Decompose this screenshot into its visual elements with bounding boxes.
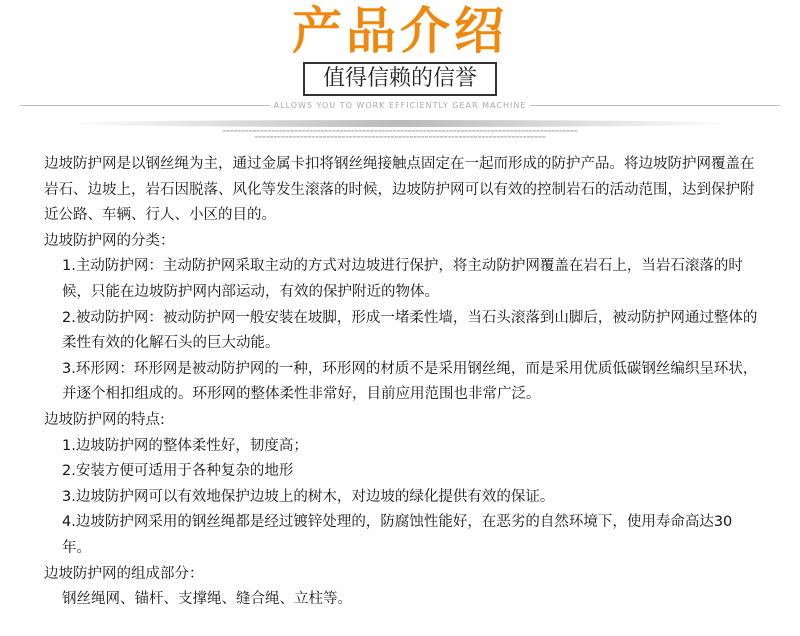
tagline: [0, 100, 800, 112]
tagline-text: ALLOWS YOU TO WORK EFFICIENTLY GEAR MACHINE: [273, 101, 527, 110]
fineprint-decoration-2: ▬▬▬▬▬▬▬▬▬▬▬▬▬▬▬▬▬▬▬▬▬▬▬▬▬▬▬▬▬▬▬▬▬▬▬▬▬▬▬▬▬▬▬▬▬▬▬▬▬▬▬▬▬▬▬▬▬▬▬▬▬▬▬▬▬▬▬▬▬▬▬▬▬▬▬▬▬: [254, 134, 546, 139]
classification-item-1: 1.主动防护网：主动防护网采取主动的方式对边坡进行保护，将主动防护网覆盖在岩石上，当岩石滚落的时候，只能在边坡防护网内部运动，有效的保护附近的物体。: [62, 258, 743, 300]
subtitle-box: 值得信赖的信誉: [303, 62, 497, 96]
feature-item-1: 1.边坡防护网的整体柔性好，韧度高；: [62, 437, 308, 454]
classification-item-2: 2.被动防护网：被动防护网一般安装在坡脚，形成一堵柔性墙，当石头滚落到山脚后，被动防护网通过整体的柔性有效的化解石头的巨大动能。: [62, 309, 758, 352]
intro-paragraph: 边坡防护网是以钢丝绳为主，通过金属卡扣将钢丝绳接触点固定在一起而形成的防护产品。将边坡防护网覆盖在岩石、边坡上，岩石因脱落、风化等发生滚落的时候，边坡防护网可以有效的控制岩石的活动范围，达到保护附近公路、车辆、行人、小区的目的。: [44, 156, 755, 224]
article-body: [44, 152, 760, 613]
shadow-divider: [60, 120, 740, 127]
features-heading: 边坡防护网的特点:: [44, 411, 165, 428]
fineprint-decoration-1: ▬▬▬▬▬▬▬▬▬▬▬▬▬▬▬▬▬▬▬▬▬▬▬▬▬▬▬▬▬▬▬▬▬▬▬▬▬▬▬▬▬▬▬▬▬▬▬▬▬▬▬▬▬▬▬▬▬▬▬▬▬▬▬▬▬▬▬▬▬▬▬▬▬▬▬▬▬▬▬▬▬▬▬▬▬▬▬▬▬▬▬▬▬▬: [222, 128, 578, 133]
components-heading: 边坡防护网的组成部分：: [44, 565, 204, 582]
feature-item-3: 3.边坡防护网可以有效地保护边坡上的树木，对边坡的绿化提供有效的保证。: [62, 488, 555, 505]
tagline-rule-left: [20, 105, 270, 106]
components-list: 钢丝绳网、锚杆、支撑绳、缝合绳、立柱等。: [62, 591, 352, 608]
page-title: 产品介绍: [292, 2, 508, 60]
classification-heading: 边坡防护网的分类：: [44, 232, 175, 249]
feature-item-4: 4.边坡防护网采用的钢丝绳都是经过镀锌处理的，防腐蚀性能好，在恶劣的自然环境下，使用寿命高达30年。: [62, 514, 733, 556]
tagline-rule-right: [530, 105, 780, 106]
feature-item-2: 2.安装方便可适用于各种复杂的地形: [62, 463, 294, 480]
classification-item-3: 3.环形网：环形网是被动防护网的一种，环形网的材质不是采用钢丝绳，而是采用优质低碳钢丝编织呈环状，并逐个相扣组成的。环形网的整体柔性非常好，目前应用范围也非常广泛。: [62, 360, 758, 403]
